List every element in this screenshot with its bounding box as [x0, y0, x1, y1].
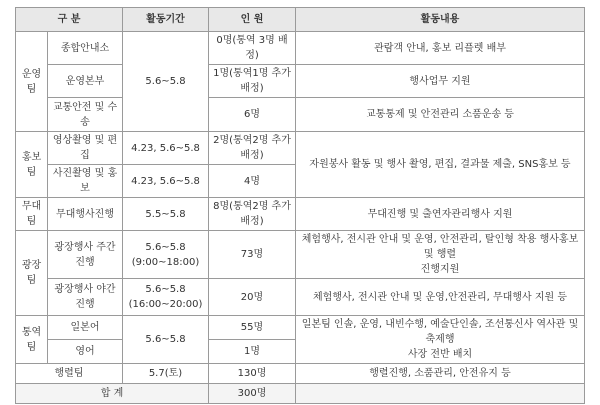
content-cell: 일본팀 인솔, 운영, 내빈수행, 예술단인솔, 조선통신사 역사관 및 축제행 사장 전반 배치 — [296, 316, 585, 364]
total-persons: 300명 — [209, 384, 296, 404]
total-label: 합 계 — [16, 384, 209, 404]
table-row — [16, 65, 585, 98]
content-cell: 체험행사, 전시관 안내 및 운영,안전관리, 무대행사 지원 등 — [296, 279, 585, 316]
period-cell: 5.5~5.8 — [123, 198, 209, 231]
content-cell: 체험행사, 전시관 안내 및 운영, 안전관리, 탈인형 착용 행사홍보 및 행렬 진행지원 — [296, 231, 585, 279]
sub-name: 교통안전 및 수 송 — [48, 98, 123, 132]
persons-cell: 4명 — [209, 165, 296, 198]
group-interpretation: 통역 팀 — [16, 316, 48, 364]
table-row — [16, 231, 585, 279]
table-row — [16, 279, 585, 316]
period-cell: 4.23, 5.6~5.8 — [123, 132, 209, 165]
persons-cell: 55명 — [209, 316, 296, 340]
sub-name: 일본어 — [48, 316, 123, 340]
persons-cell: 6명 — [209, 98, 296, 132]
content-cell: 행렬진행, 소품관리, 안전유지 등 — [296, 364, 585, 384]
group-stage: 무대 팀 — [16, 198, 48, 231]
persons-cell: 20명 — [209, 279, 296, 316]
period-cell: 5.6~5.8 (16:00~20:00) — [123, 279, 209, 316]
header-division: 구 분 — [16, 8, 123, 32]
sub-name: 종합안내소 — [48, 32, 123, 65]
total-row — [16, 384, 585, 404]
period-cell: 5.6~5.8 (9:00~18:00) — [123, 231, 209, 279]
table-row — [16, 198, 585, 231]
period-cell: 5.6~5.8 — [123, 316, 209, 364]
header-period: 활동기간 — [123, 8, 209, 32]
sub-name: 영상촬영 및 편 집 — [48, 132, 123, 165]
content-cell: 자원봉사 활동 및 행사 촬영, 편집, 결과물 제출, SNS홍보 등 — [296, 132, 585, 198]
period-cell: 5.6~5.8 — [123, 32, 209, 132]
persons-cell: 1명(통역1명 추가 배정) — [209, 65, 296, 98]
persons-cell: 8명(통역2명 추가 배정) — [209, 198, 296, 231]
period-cell: 4.23, 5.6~5.8 — [123, 165, 209, 198]
group-operations: 운영 팀 — [16, 32, 48, 132]
persons-cell: 1명 — [209, 340, 296, 364]
sub-name: 무대행사진행 — [48, 198, 123, 231]
sub-name: 광장행사 주간 진행 — [48, 231, 123, 279]
period-cell: 5.7(토) — [123, 364, 209, 384]
content-cell: 무대진행 및 출연자관리행사 지원 — [296, 198, 585, 231]
persons-cell: 73명 — [209, 231, 296, 279]
table-row — [16, 32, 585, 65]
total-content-empty — [296, 384, 585, 404]
persons-cell: 0명(통역 3명 배 정) — [209, 32, 296, 65]
sub-name: 운영본부 — [48, 65, 123, 98]
table-row — [16, 98, 585, 132]
group-plaza: 광장 팀 — [16, 231, 48, 316]
sub-name: 광장행사 야간 진행 — [48, 279, 123, 316]
table-row — [16, 132, 585, 165]
persons-cell: 2명(통역2명 추가 배정) — [209, 132, 296, 165]
sub-name: 영어 — [48, 340, 123, 364]
group-parade: 행렬팀 — [16, 364, 123, 384]
content-cell: 관람객 안내, 홍보 리플렛 배부 — [296, 32, 585, 65]
header-row — [16, 8, 585, 32]
sub-name: 사진촬영 및 홍 보 — [48, 165, 123, 198]
persons-cell: 130명 — [209, 364, 296, 384]
table-row — [16, 316, 585, 340]
header-persons: 인 원 — [209, 8, 296, 32]
header-content: 활동내용 — [296, 8, 585, 32]
group-pr: 홍보 팀 — [16, 132, 48, 198]
table-row — [16, 364, 585, 384]
content-cell: 행사업무 지원 — [296, 65, 585, 98]
volunteer-activity-table — [15, 7, 585, 404]
content-cell: 교통통제 및 안전관리 소품운송 등 — [296, 98, 585, 132]
